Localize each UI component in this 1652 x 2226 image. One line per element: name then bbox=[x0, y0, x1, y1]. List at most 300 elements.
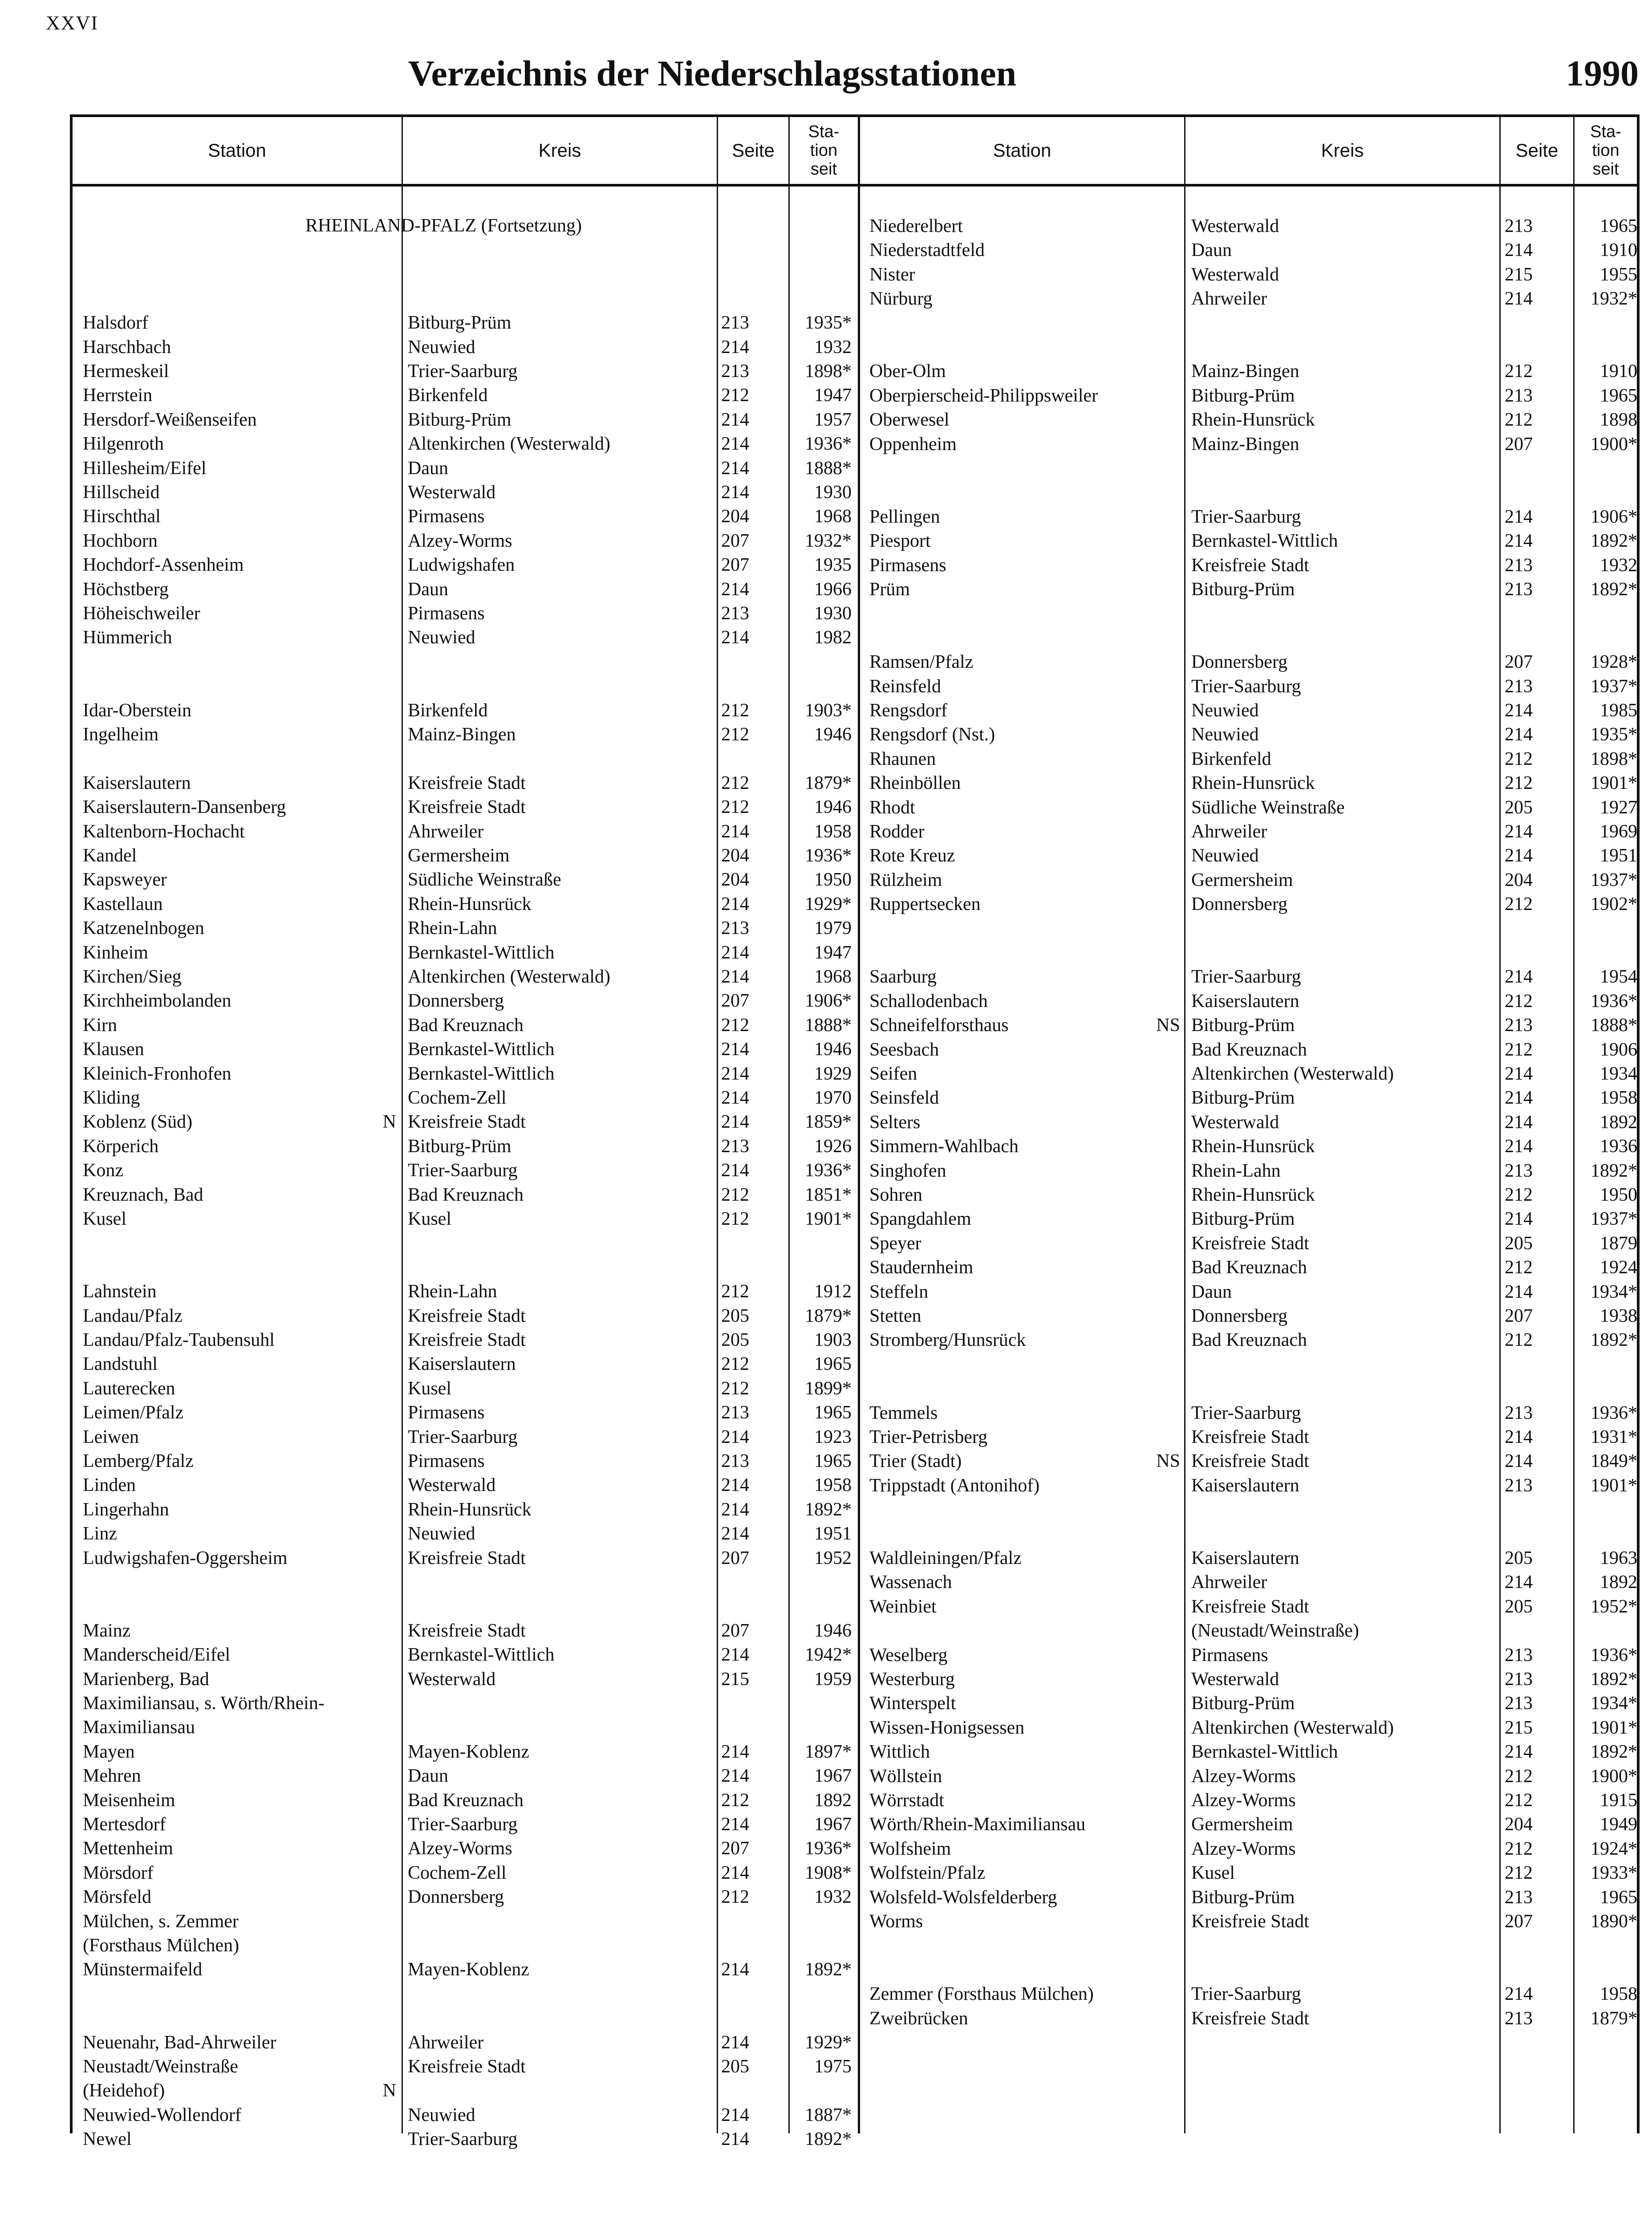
table-row bbox=[73, 1619, 1637, 1643]
station-seit: 1946 bbox=[814, 724, 852, 745]
station-seit: 1892* bbox=[1591, 531, 1637, 552]
station-seit: 1935* bbox=[805, 313, 852, 333]
station-seit: 1967 bbox=[814, 1814, 852, 1835]
station-seit: 1879* bbox=[1591, 2008, 1637, 2029]
kreis: Alzey-Worms bbox=[408, 1838, 512, 1859]
station-seit: 1912 bbox=[814, 1281, 852, 1302]
table-row bbox=[73, 771, 1637, 795]
station-seit: 1901* bbox=[1591, 1475, 1637, 1496]
station-name: Landau/Pfalz bbox=[83, 1305, 183, 1326]
seite: 214 bbox=[1505, 1088, 1533, 1109]
seite: 214 bbox=[721, 1039, 749, 1060]
seite: 214 bbox=[721, 894, 749, 914]
station-name: Westerburg bbox=[869, 1669, 955, 1690]
kreis: Trier-Saarburg bbox=[1191, 1984, 1301, 2005]
station-seit: 1897* bbox=[805, 1741, 852, 1762]
station-name: Zweibrücken bbox=[869, 2008, 968, 2029]
station-name: Seinsfeld bbox=[869, 1088, 939, 1109]
table-row bbox=[73, 1449, 1637, 1473]
station-seit: 1936* bbox=[805, 434, 852, 455]
station-name: Mayen bbox=[83, 1741, 135, 1762]
station-seit: 1888* bbox=[805, 1015, 852, 1036]
station-name: Landau/Pfalz-Taubensuhl bbox=[83, 1330, 275, 1350]
kreis: Neuwied bbox=[408, 337, 475, 357]
station-name: Wittlich bbox=[869, 1742, 930, 1763]
table-row bbox=[73, 1401, 1637, 1425]
station-name: Kapsweyer bbox=[83, 869, 167, 890]
seite: 214 bbox=[1505, 240, 1533, 261]
seite: 212 bbox=[1505, 1838, 1533, 1859]
kreis: Pirmasens bbox=[408, 1451, 485, 1471]
table-row bbox=[73, 553, 1637, 577]
table-row bbox=[73, 1546, 1637, 1570]
seite: 212 bbox=[721, 1354, 749, 1375]
station-name: Wolfsheim bbox=[869, 1838, 951, 1859]
seite: 214 bbox=[1505, 506, 1533, 527]
station-name: Lauterecken bbox=[83, 1378, 175, 1399]
station-seit: 1958 bbox=[1600, 1088, 1637, 1109]
station-seit: 1952 bbox=[814, 1548, 852, 1568]
station-seit: 1928* bbox=[1591, 652, 1637, 673]
station-name: Kirchheimbolanden bbox=[83, 991, 231, 1011]
table-row bbox=[73, 1304, 1637, 1328]
station-name: Landstuhl bbox=[83, 1354, 158, 1375]
station-seit: 1982 bbox=[814, 627, 852, 648]
seite: 214 bbox=[721, 337, 749, 357]
seite: 205 bbox=[1505, 1548, 1533, 1568]
station-seit: 1946 bbox=[814, 797, 852, 818]
station-seit: 1935 bbox=[814, 555, 852, 576]
seite: 212 bbox=[1505, 1863, 1533, 1884]
seite: 204 bbox=[721, 845, 749, 866]
kreis: Alzey-Worms bbox=[1191, 1838, 1296, 1859]
station-name: Meisenheim bbox=[83, 1790, 175, 1811]
seite: 212 bbox=[1505, 1790, 1533, 1811]
seite: 205 bbox=[721, 1305, 749, 1326]
seite: 213 bbox=[721, 1136, 749, 1157]
station-seit: 1951 bbox=[1600, 845, 1637, 866]
seite: 212 bbox=[1505, 1039, 1533, 1060]
station-seit: 1879 bbox=[1600, 1233, 1637, 1254]
seite: 212 bbox=[721, 1281, 749, 1302]
station-seit: 1903 bbox=[814, 1330, 852, 1350]
station-seit: 1887* bbox=[805, 2104, 852, 2125]
table-row bbox=[73, 1716, 1637, 1740]
kreis: Westerwald bbox=[408, 1475, 496, 1496]
table-row bbox=[73, 747, 1637, 771]
seite: 214 bbox=[721, 2104, 749, 2125]
station-name: Rheinböllen bbox=[869, 773, 961, 794]
page-title: Verzeichnis der Niederschlagsstationen bbox=[408, 53, 1017, 93]
station-name: Sohren bbox=[869, 1185, 922, 1205]
station-name: Zemmer (Forsthaus Mülchen) bbox=[869, 1984, 1094, 2005]
seite: 214 bbox=[1505, 288, 1533, 309]
seite: 212 bbox=[721, 1015, 749, 1036]
station-seit: 1899* bbox=[805, 1378, 852, 1399]
station-note: NS bbox=[1156, 1451, 1180, 1472]
station-seit: 1968 bbox=[814, 506, 852, 527]
table-row bbox=[73, 1183, 1637, 1207]
seite: 204 bbox=[1505, 1814, 1533, 1835]
station-seit: 1900* bbox=[1591, 1766, 1637, 1787]
station-seit: 1933* bbox=[1591, 1863, 1637, 1884]
kreis: Bitburg-Prüm bbox=[408, 409, 511, 430]
kreis: Germersheim bbox=[408, 845, 510, 866]
station-name: Nürburg bbox=[869, 288, 933, 309]
page-number: XXVI bbox=[46, 12, 98, 34]
kreis: Kreisfreie Stadt bbox=[1191, 555, 1309, 576]
station-name: Hillesheim/Eifel bbox=[83, 458, 207, 479]
station-seit: 1965 bbox=[1600, 1887, 1637, 1908]
table-row bbox=[73, 892, 1637, 916]
station-note: NS bbox=[1156, 1015, 1180, 1036]
kreis: Westerwald bbox=[1191, 216, 1279, 236]
station-seit: 1929* bbox=[805, 894, 852, 914]
kreis: Neuwied bbox=[1191, 724, 1259, 745]
station-name: Leiwen bbox=[83, 1426, 139, 1447]
seite: 212 bbox=[721, 385, 749, 406]
station-name: Seesbach bbox=[869, 1039, 939, 1060]
station-seit: 1859* bbox=[805, 1112, 852, 1133]
year: 1990 bbox=[1566, 53, 1639, 93]
table-row bbox=[73, 1134, 1637, 1158]
table-row bbox=[73, 965, 1637, 989]
seite: 213 bbox=[1505, 1669, 1533, 1690]
station-name: Selters bbox=[869, 1112, 921, 1133]
kreis: Bitburg-Prüm bbox=[1191, 1088, 1295, 1109]
station-seit: 1901* bbox=[1591, 773, 1637, 794]
station-seit: 1901* bbox=[805, 1209, 852, 1229]
seite: 212 bbox=[721, 1184, 749, 1205]
kreis: Ahrweiler bbox=[1191, 821, 1267, 842]
station-name: Mörsfeld bbox=[83, 1887, 151, 1908]
table-row bbox=[73, 650, 1637, 674]
table-row bbox=[73, 1595, 1637, 1619]
station-name: Lingerhahn bbox=[83, 1499, 169, 1520]
table-row bbox=[73, 989, 1637, 1013]
right-column-rows bbox=[73, 117, 1637, 2133]
station-seit: 1892* bbox=[1591, 1330, 1637, 1351]
station-seit: 1908* bbox=[805, 1862, 852, 1883]
kreis: Westerwald bbox=[408, 1669, 496, 1690]
station-name: Manderscheid/Eifel bbox=[83, 1645, 231, 1665]
seite: 212 bbox=[1505, 1257, 1533, 1278]
seite: 214 bbox=[1505, 1427, 1533, 1447]
station-name: Staudernheim bbox=[869, 1257, 974, 1278]
kreis: Neuwied bbox=[1191, 700, 1259, 721]
table-row bbox=[73, 238, 1637, 262]
seite: 214 bbox=[721, 482, 749, 503]
kreis: Cochem-Zell bbox=[408, 1862, 507, 1883]
kreis: Kreisfreie Stadt bbox=[408, 1620, 526, 1641]
station-name: Rülzheim bbox=[869, 869, 942, 890]
kreis: Kaiserslautern bbox=[1191, 1548, 1299, 1568]
kreis: Kreisfreie Stadt bbox=[1191, 1596, 1309, 1617]
station-seit: 1938 bbox=[1600, 1306, 1637, 1326]
seite: 215 bbox=[1505, 264, 1533, 285]
seite: 214 bbox=[1505, 1136, 1533, 1157]
station-seit: 1910 bbox=[1600, 361, 1637, 382]
seite: 213 bbox=[1505, 2008, 1533, 2029]
kreis: Mainz-Bingen bbox=[1191, 434, 1299, 455]
station-name: Lemberg/Pfalz bbox=[83, 1451, 194, 1471]
station-seit: 1934 bbox=[1600, 1064, 1637, 1084]
station-seit: 1965 bbox=[814, 1354, 852, 1375]
station-name: Pirmasens bbox=[869, 555, 946, 576]
kreis: Bernkastel-Wittlich bbox=[1191, 531, 1338, 552]
seite: 214 bbox=[721, 1814, 749, 1835]
station-name: Herrstein bbox=[83, 385, 153, 406]
station-seit: 1935* bbox=[1591, 724, 1637, 745]
station-seit: 1898 bbox=[1600, 410, 1637, 431]
station-name: Ramsen/Pfalz bbox=[869, 652, 974, 673]
kreis: Bitburg-Prüm bbox=[1191, 385, 1295, 406]
station-name: Stetten bbox=[869, 1306, 921, 1326]
seite: 214 bbox=[721, 579, 749, 600]
kreis: Südliche Weinstraße bbox=[408, 869, 561, 890]
seite: 207 bbox=[721, 1548, 749, 1568]
kreis: Daun bbox=[1191, 240, 1232, 261]
seite: 214 bbox=[721, 942, 749, 963]
table-row bbox=[73, 1280, 1637, 1304]
kreis: Donnersberg bbox=[408, 991, 504, 1011]
table-row bbox=[73, 1982, 1637, 2006]
station-seit: 1890* bbox=[1591, 1911, 1637, 1932]
kreis: Bitburg-Prüm bbox=[1191, 1015, 1295, 1036]
station-seit: 1924 bbox=[1600, 1257, 1637, 1278]
station-name: Trier-Petrisberg bbox=[869, 1427, 988, 1447]
kreis: Trier-Saarburg bbox=[408, 1160, 518, 1181]
kreis: Altenkirchen (Westerwald) bbox=[1191, 1717, 1394, 1738]
station-seit: 1937* bbox=[1591, 1209, 1637, 1230]
seite: 214 bbox=[1505, 845, 1533, 866]
kreis: Alzey-Worms bbox=[1191, 1766, 1296, 1787]
station-name: Mertesdorf bbox=[83, 1814, 166, 1835]
table-row bbox=[73, 820, 1637, 844]
table-row bbox=[73, 359, 1637, 383]
kreis: Mayen-Koblenz bbox=[408, 1741, 529, 1762]
kreis: Trier-Saarburg bbox=[1191, 967, 1301, 987]
table-row bbox=[73, 1837, 1637, 1861]
station-seit: 1929* bbox=[805, 2032, 852, 2053]
kreis: (Neustadt/Weinstraße) bbox=[1191, 1621, 1359, 1641]
seite: 214 bbox=[1505, 821, 1533, 842]
kreis: Pirmasens bbox=[408, 506, 485, 527]
station-name: Simmern-Wahlbach bbox=[869, 1136, 1019, 1157]
kreis: Bitburg-Prüm bbox=[1191, 1209, 1295, 1230]
kreis: Bad Kreuznach bbox=[408, 1184, 524, 1205]
seite: 214 bbox=[721, 1088, 749, 1108]
kreis: Kreisfreie Stadt bbox=[408, 797, 526, 818]
seite: 214 bbox=[721, 458, 749, 479]
seite: 207 bbox=[721, 530, 749, 551]
station-name: Kaiserslautern bbox=[83, 772, 191, 793]
table-row bbox=[73, 2007, 1637, 2031]
station-seit: 1892* bbox=[1591, 1160, 1637, 1181]
station-name: Kaiserslautern-Dansenberg bbox=[83, 797, 286, 818]
kreis: Kreisfreie Stadt bbox=[1191, 1427, 1309, 1447]
seite: 214 bbox=[721, 1862, 749, 1883]
kreis: Kreisfreie Stadt bbox=[408, 1548, 526, 1568]
station-seit: 1851* bbox=[805, 1184, 852, 1205]
kreis: Donnersberg bbox=[1191, 1306, 1288, 1326]
station-name: Hümmerich bbox=[83, 627, 172, 648]
station-seit: 1902* bbox=[1591, 894, 1637, 915]
header-station: Station bbox=[208, 140, 266, 161]
seite: 213 bbox=[1505, 1887, 1533, 1908]
kreis: Trier-Saarburg bbox=[408, 2129, 518, 2150]
kreis: Bitburg-Prüm bbox=[1191, 1887, 1295, 1908]
table-row bbox=[73, 723, 1637, 747]
seite: 214 bbox=[721, 2032, 749, 2053]
station-name: Newel bbox=[83, 2129, 132, 2150]
header-kreis: Kreis bbox=[1321, 140, 1364, 161]
seite: 205 bbox=[1505, 797, 1533, 818]
station-name: Mülchen, s. Zemmer bbox=[83, 1911, 239, 1932]
seite: 213 bbox=[1505, 1475, 1533, 1496]
seite: 213 bbox=[721, 603, 749, 624]
kreis: Kaiserslautern bbox=[408, 1354, 516, 1375]
station-seit: 1936* bbox=[1591, 1402, 1637, 1423]
kreis: Cochem-Zell bbox=[408, 1088, 507, 1108]
station-name: Kandel bbox=[83, 845, 137, 866]
seite: 213 bbox=[721, 1451, 749, 1471]
table-row bbox=[73, 1643, 1637, 1667]
kreis: Bernkastel-Wittlich bbox=[408, 1063, 555, 1084]
kreis: Mayen-Koblenz bbox=[408, 1959, 529, 1980]
station-seit: 1967 bbox=[814, 1766, 852, 1787]
table-row bbox=[73, 796, 1637, 820]
kreis: Trier-Saarburg bbox=[408, 361, 518, 382]
seite: 212 bbox=[1505, 1766, 1533, 1787]
station-name: Wöllstein bbox=[869, 1766, 942, 1787]
kreis: Kreisfreie Stadt bbox=[408, 1305, 526, 1326]
kreis: Trier-Saarburg bbox=[1191, 676, 1301, 697]
station-name: Seifen bbox=[869, 1064, 917, 1084]
seite: 214 bbox=[1505, 700, 1533, 721]
station-seit: 1898* bbox=[805, 361, 852, 382]
seite: 212 bbox=[1505, 991, 1533, 1011]
seite: 213 bbox=[1505, 1015, 1533, 1036]
station-seit: 1932 bbox=[1600, 555, 1637, 576]
station-seit: 1970 bbox=[814, 1088, 852, 1108]
kreis: Alzey-Worms bbox=[408, 530, 512, 551]
seite: 214 bbox=[1505, 1209, 1533, 1230]
station-name: Nister bbox=[869, 264, 915, 285]
station-name: Mainz bbox=[83, 1620, 131, 1641]
seite: 213 bbox=[1505, 1693, 1533, 1714]
station-name: Singhofen bbox=[869, 1160, 946, 1181]
kreis: Daun bbox=[1191, 1281, 1232, 1302]
seite: 207 bbox=[721, 1838, 749, 1859]
station-name: Weselberg bbox=[869, 1645, 948, 1665]
station-seit: 1892* bbox=[805, 2129, 852, 2150]
kreis: Bad Kreuznach bbox=[1191, 1330, 1307, 1351]
kreis: Donnersberg bbox=[1191, 894, 1288, 915]
table-row bbox=[73, 577, 1637, 601]
station-name: Mehren bbox=[83, 1766, 141, 1787]
station-name: Hochborn bbox=[83, 530, 158, 551]
station-name: Wissen-Honigsessen bbox=[869, 1717, 1025, 1738]
seite: 214 bbox=[721, 1766, 749, 1787]
station-name: Höchstberg bbox=[83, 579, 169, 600]
station-seit: 1927 bbox=[1600, 797, 1637, 818]
station-name: Konz bbox=[83, 1160, 123, 1181]
table-row bbox=[73, 1861, 1637, 1885]
station-seit: 1950 bbox=[1600, 1185, 1637, 1205]
seite: 213 bbox=[1505, 1402, 1533, 1423]
station-seit: 1936* bbox=[805, 845, 852, 866]
seite: 212 bbox=[1505, 773, 1533, 794]
seite: 214 bbox=[721, 1741, 749, 1762]
station-name: Ruppertsecken bbox=[869, 894, 981, 915]
station-seit: 1932* bbox=[1591, 288, 1637, 309]
kreis: Ahrweiler bbox=[1191, 288, 1267, 309]
seite: 214 bbox=[721, 967, 749, 987]
kreis: Rhein-Hunsrück bbox=[1191, 410, 1315, 431]
table-row bbox=[73, 1812, 1637, 1836]
station-name: Hilgenroth bbox=[83, 434, 164, 455]
station-seit: 1924* bbox=[1591, 1838, 1637, 1859]
table-row bbox=[73, 1885, 1637, 1909]
station-seit: 1946 bbox=[814, 1620, 852, 1641]
station-seit: 1975 bbox=[814, 2056, 852, 2077]
table-row bbox=[73, 1788, 1637, 1812]
seite: 212 bbox=[721, 1209, 749, 1229]
kreis: Ahrweiler bbox=[408, 2032, 484, 2053]
station-name: Linz bbox=[83, 1523, 117, 1544]
station-seit: 1901* bbox=[1591, 1717, 1637, 1738]
kreis: Westerwald bbox=[408, 482, 496, 503]
station-note: N bbox=[382, 1112, 396, 1133]
seite: 213 bbox=[1505, 676, 1533, 697]
station-name: Speyer bbox=[869, 1233, 921, 1254]
station-seit: 1892 bbox=[1600, 1572, 1637, 1593]
kreis: Mainz-Bingen bbox=[408, 724, 516, 745]
kreis: Westerwald bbox=[1191, 1669, 1279, 1690]
kreis: Bitburg-Prüm bbox=[1191, 579, 1295, 600]
seite: 207 bbox=[721, 1620, 749, 1641]
station-seit: 1888* bbox=[1591, 1015, 1637, 1036]
station-seit: 1958 bbox=[814, 1475, 852, 1496]
station-name: Steffeln bbox=[869, 1281, 929, 1302]
seite: 214 bbox=[1505, 1572, 1533, 1593]
station-seit: 1923 bbox=[814, 1426, 852, 1447]
table-row bbox=[73, 1159, 1637, 1183]
table-row bbox=[73, 384, 1637, 408]
station-seit: 1937* bbox=[1591, 869, 1637, 890]
seite: 212 bbox=[721, 1790, 749, 1811]
station-seit: 1946 bbox=[814, 1039, 852, 1060]
kreis: Altenkirchen (Westerwald) bbox=[1191, 1064, 1394, 1084]
seite: 214 bbox=[1505, 1984, 1533, 2005]
station-name: Trippstadt (Antonihof) bbox=[869, 1475, 1040, 1496]
kreis: Bernkastel-Wittlich bbox=[408, 1645, 555, 1665]
station-name: Rote Kreuz bbox=[869, 845, 955, 866]
kreis: Trier-Saarburg bbox=[1191, 1402, 1301, 1423]
kreis: Kreisfreie Stadt bbox=[1191, 1451, 1309, 1472]
seite: 213 bbox=[1505, 1645, 1533, 1665]
seite: 213 bbox=[1505, 216, 1533, 236]
seite: 204 bbox=[1505, 869, 1533, 890]
seite: 207 bbox=[721, 991, 749, 1011]
seite: 214 bbox=[1505, 967, 1533, 987]
station-seit: 1985 bbox=[1600, 700, 1637, 721]
seite: 214 bbox=[721, 1063, 749, 1084]
kreis: Kaiserslautern bbox=[1191, 991, 1299, 1011]
station-name: Rhodt bbox=[869, 797, 915, 818]
station-seit: 1892* bbox=[1591, 1669, 1637, 1690]
